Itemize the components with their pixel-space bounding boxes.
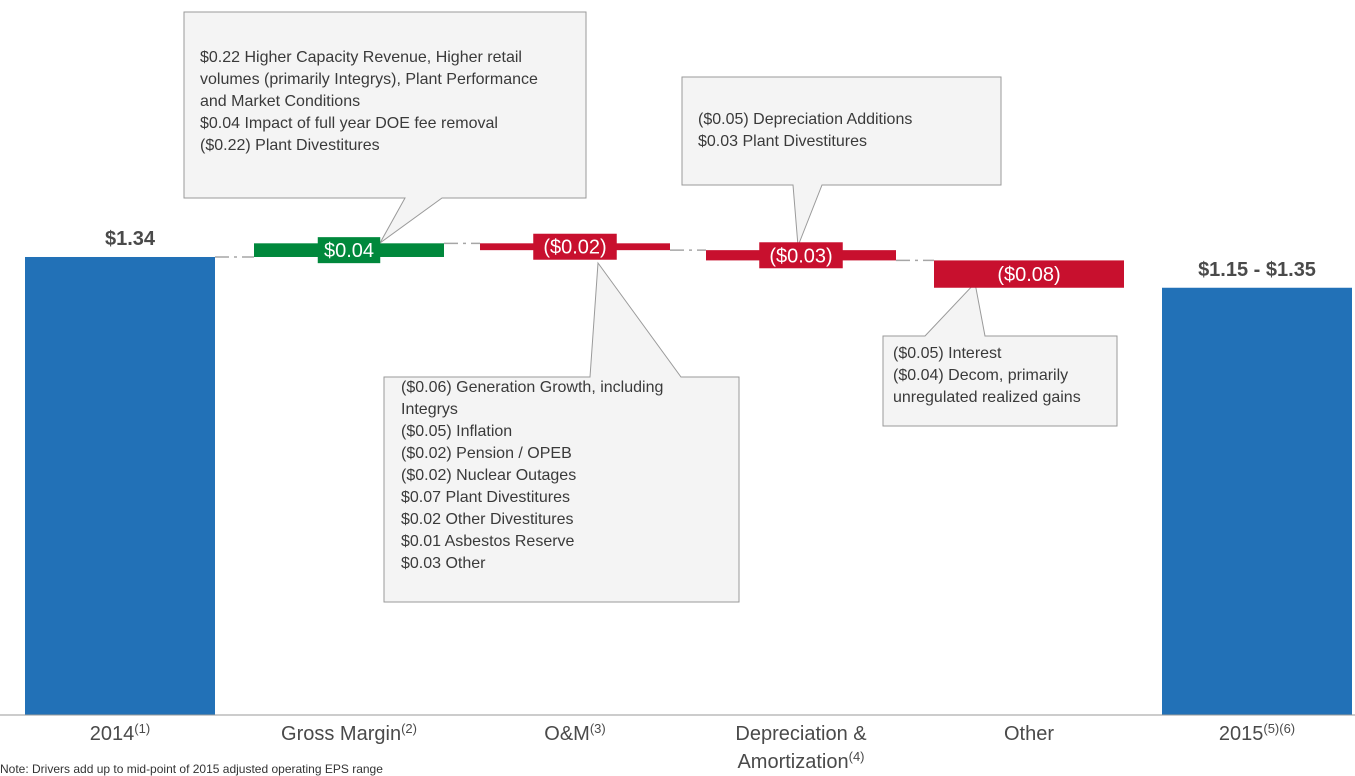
callout-line: ($0.05) Interest bbox=[893, 345, 1002, 362]
callout-line: $0.03 Plant Divestitures bbox=[698, 133, 867, 150]
callout-line: Integrys bbox=[401, 401, 458, 418]
x-tick-label: $2015^{(5)(6)}$ bbox=[1218, 721, 1296, 745]
value-label-delta: ($0.03) bbox=[769, 245, 833, 268]
bar-5 bbox=[1162, 288, 1352, 715]
x-tick-label: Depreciation & bbox=[735, 723, 867, 745]
callout-line: volumes (primarily Integrys), Plant Performance bbox=[200, 71, 538, 88]
value-label-total: $1.15 - $1.35 bbox=[1198, 258, 1316, 281]
x-tick-label: $O\&M^{(3)}$ bbox=[544, 721, 606, 745]
callout-line: ($0.06) Generation Growth, including bbox=[401, 379, 664, 396]
x-tick-label: Gross Margin$^{(2)}$ bbox=[281, 721, 417, 745]
callout-om-text bbox=[401, 377, 663, 575]
x-tick-label: Other bbox=[1003, 723, 1055, 745]
callout-box-depreciation bbox=[682, 77, 1001, 246]
callout-line: $0.03 Other bbox=[401, 555, 486, 572]
value-label-total: $1.34 bbox=[104, 227, 156, 250]
callout-line: $0.01 Asbestos Reserve bbox=[401, 533, 575, 550]
value-label-delta: ($0.02) bbox=[543, 236, 607, 259]
callout-line: ($0.05) Depreciation Additions bbox=[698, 111, 913, 128]
x-tick-label: 2014$^{(1)}$ bbox=[89, 721, 151, 745]
callout-gross-margin-text bbox=[200, 47, 538, 157]
callout-line: ($0.05) Inflation bbox=[401, 423, 513, 440]
callout-line: $0.22 Higher Capacity Revenue, Higher retail bbox=[200, 49, 522, 66]
callout-line: $0.07 Plant Divestitures bbox=[401, 489, 570, 506]
value-label-delta: ($0.08) bbox=[997, 264, 1061, 287]
callout-other-text bbox=[893, 343, 1081, 409]
callout-depreciation-text bbox=[698, 109, 912, 153]
callout-line: and Market Conditions bbox=[200, 93, 361, 110]
x-tick-label-line2: Amortization$^{(4)}$ bbox=[737, 749, 865, 773]
bar-0 bbox=[25, 257, 215, 715]
callout-line: ($0.04) Decom, primarily bbox=[893, 367, 1069, 384]
callout-line: ($0.02) Nuclear Outages bbox=[401, 467, 577, 484]
callout-line: ($0.02) Pension / OPEB bbox=[401, 445, 572, 462]
callout-line: ($0.22) Plant Divestitures bbox=[200, 137, 380, 154]
value-label-delta: $0.04 bbox=[323, 240, 375, 263]
footnote: Note: Drivers add up to mid-point of 2015 adjusted operating EPS range bbox=[0, 762, 383, 776]
callout-line: unregulated realized gains bbox=[893, 389, 1081, 406]
callout-line: $0.02 Other Divestitures bbox=[401, 511, 574, 528]
callout-line: $0.04 Impact of full year DOE fee removal bbox=[200, 115, 498, 132]
